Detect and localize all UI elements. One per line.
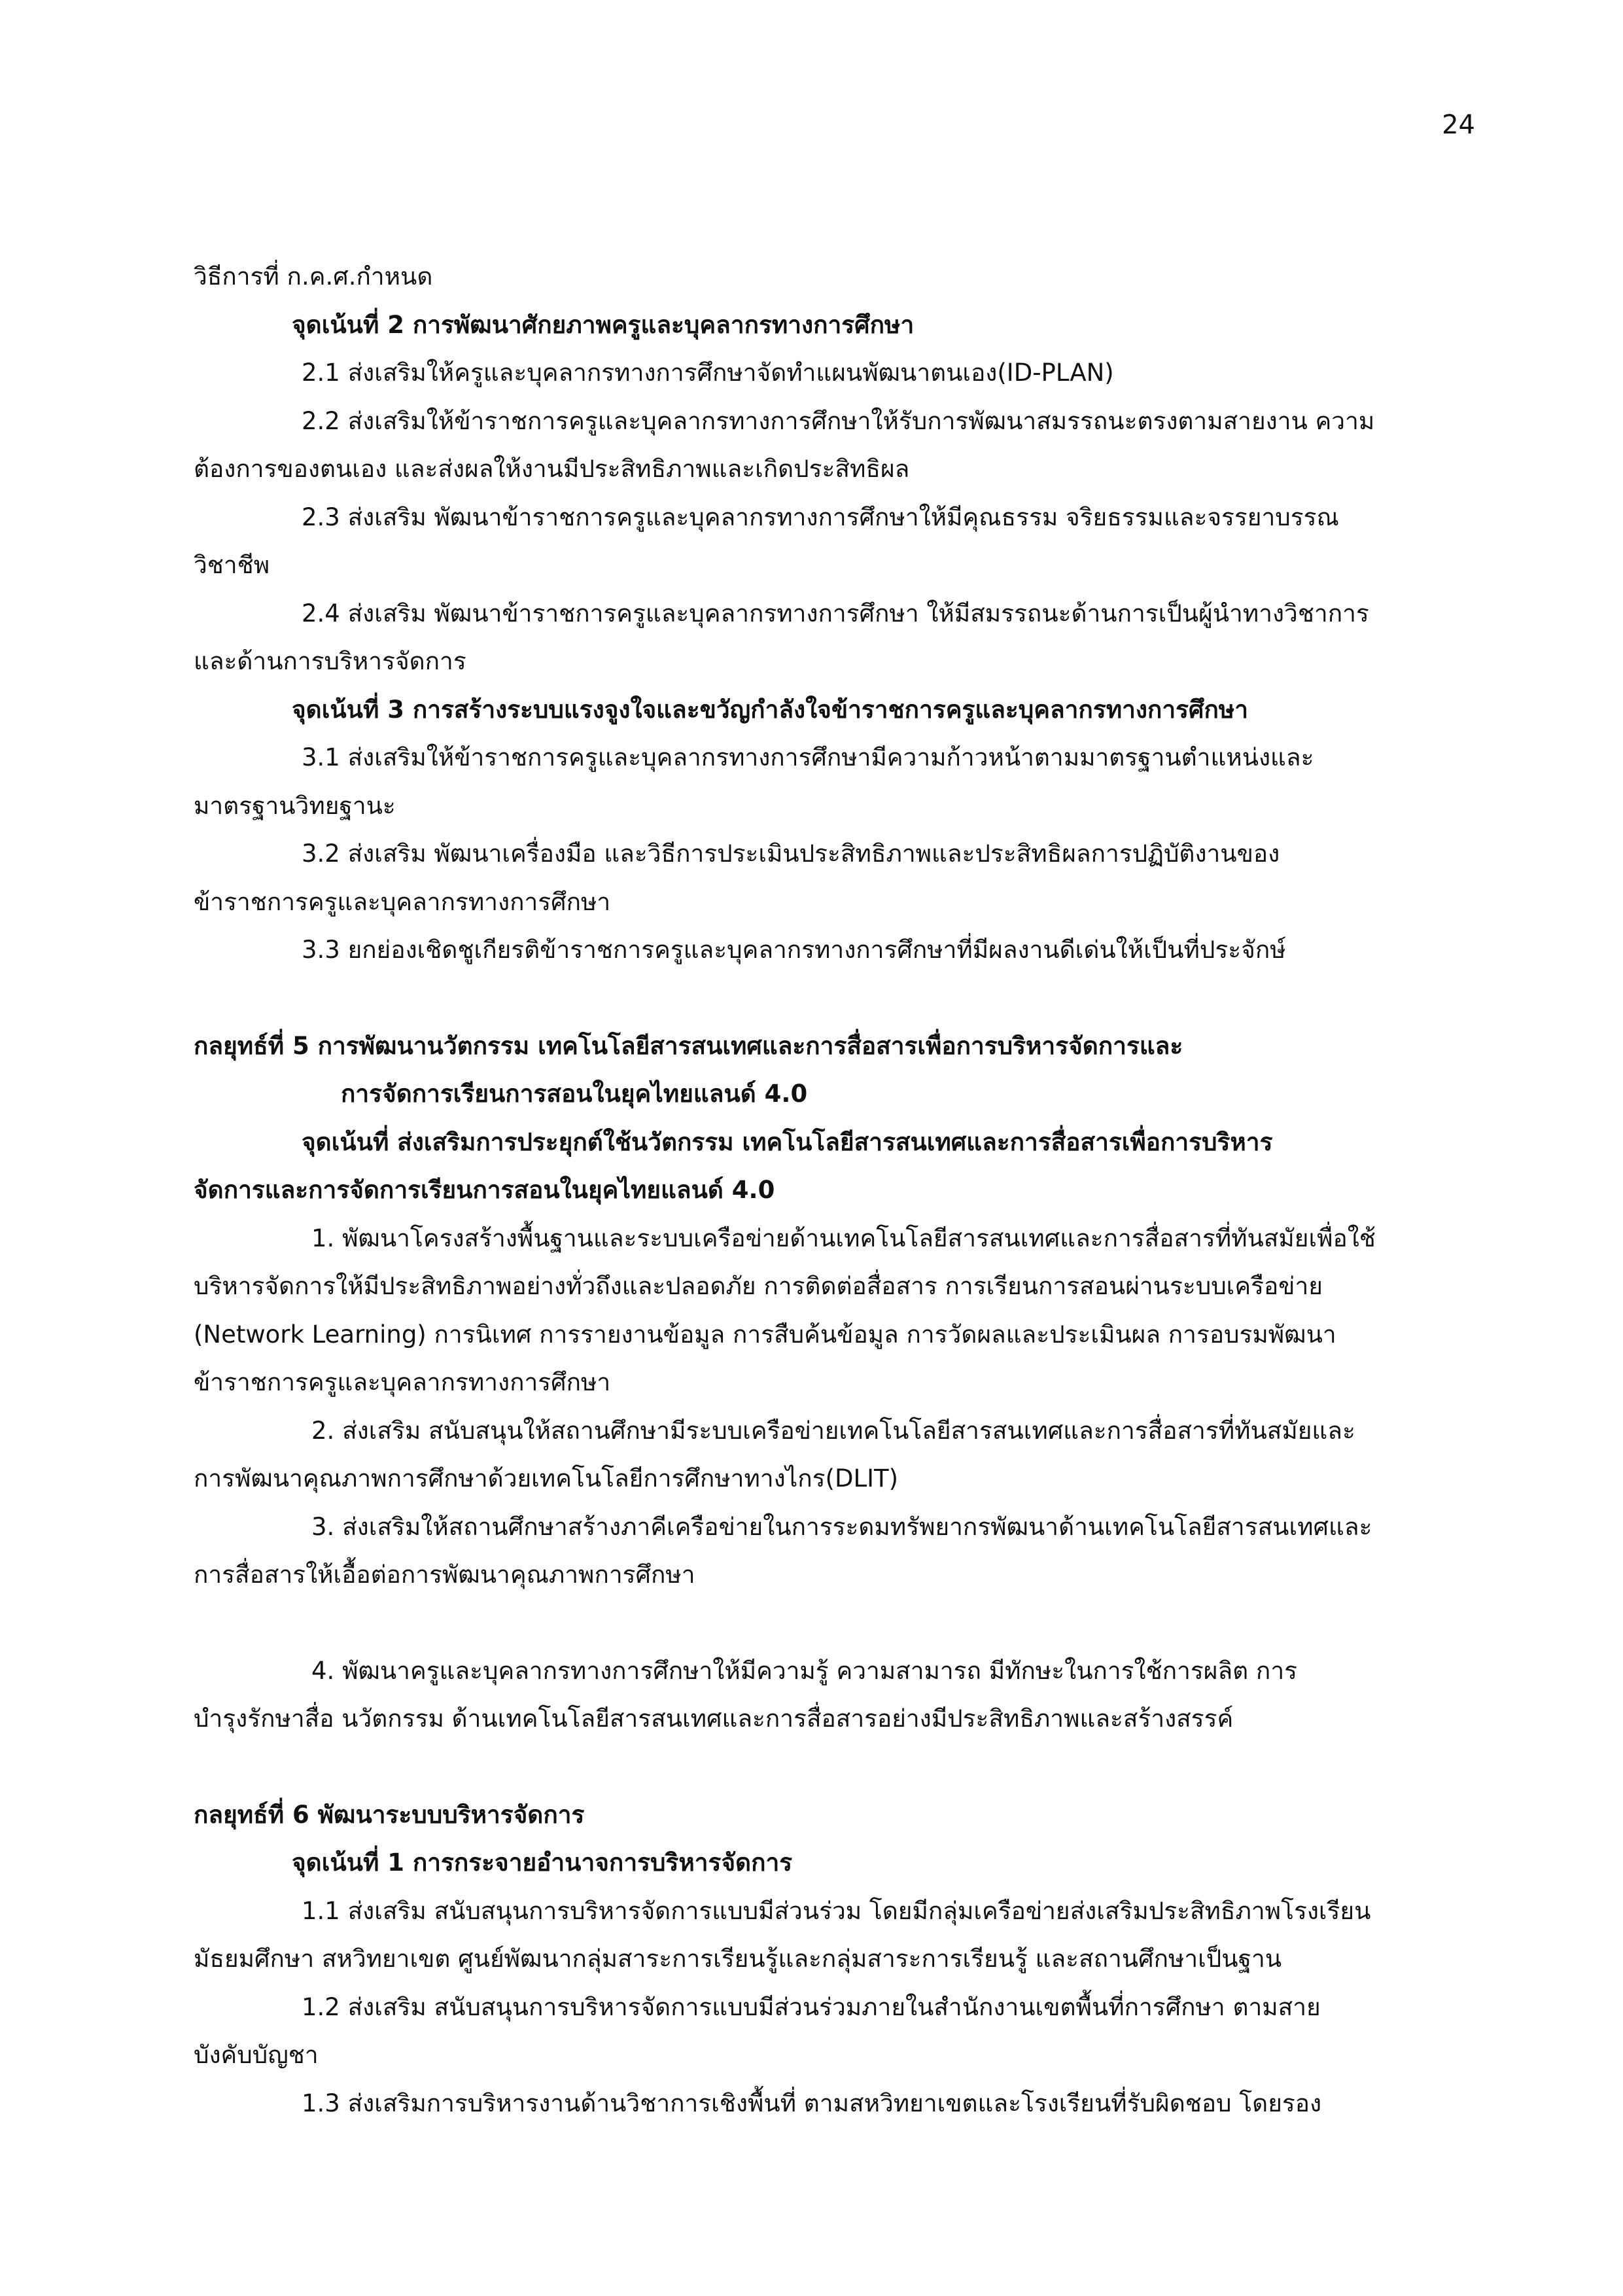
spacer [194, 1599, 1469, 1647]
focus-heading: จุดเน้นที่ ส่งเสริมการประยุกต์ใช้นวัตกรรม เทคโนโลยีสารสนเทศและการสื่อสารเพื่อการบริหาร [302, 1127, 1273, 1156]
text-line: บำรุงรักษาสื่อ นวัตกรรม ด้านเทคโนโลยีสารสนเทศและการสื่อสารอย่างมีประสิทธิภาพและสร้างสรรค์ [194, 1704, 1234, 1733]
text-line: 2.1 ส่งเสริมให้ครูและบุคลากรทางการศึกษาจัดทำแผนพัฒนาตนเอง(ID-PLAN) [302, 359, 1114, 387]
text-line: 2.2 ส่งเสริมให้ข้าราชการครูและบุคลากรทางการศึกษาให้รับการพัฒนาสมรรถนะตรงตามสายงาน ความ [302, 406, 1375, 435]
text-line: บังคับบัญชา [194, 2041, 319, 2069]
text-line: วิชาชีพ [194, 551, 270, 579]
text-line: และด้านการบริหารจัดการ [194, 647, 466, 675]
text-line: 1.3 ส่งเสริมการบริหารงานด้านวิชาการเชิงพื้นที่ ตามสหวิทยาเขตและโรงเรียนที่รับผิดชอบ โดยรอง [302, 2089, 1322, 2117]
text-line: การพัฒนาคุณภาพการศึกษาด้วยเทคโนโลยีการศึกษาทางไกร(DLIT) [194, 1464, 899, 1492]
text-line: ข้าราชการครูและบุคลากรทางการศึกษา [194, 1368, 611, 1396]
strategy-heading: กลยุทธ์ที่ 6 พัฒนาระบบบริหารจัดการ [194, 1800, 585, 1829]
text-line: 3.1 ส่งเสริมให้ข้าราชการครูและบุคลากรทางการศึกษามีความก้าวหน้าตามมาตรฐานตำแหน่งและ [302, 743, 1314, 771]
text-line: (Network Learning) การนิเทศ การรายงานข้อมูล การสืบค้นข้อมูล การวัดผลและประเมินผล การอบรมพัฒนา [194, 1320, 1336, 1349]
text-line: 3. ส่งเสริมให้สถานศึกษาสร้างภาคีเครือข่ายในการระดมทรัพยากรพัฒนาด้านเทคโนโลยีสารสนเทศและ [311, 1512, 1372, 1541]
text-line: 4. พัฒนาครูและบุคลากรทางการศึกษาให้มีความรู้ ความสามารถ มีทักษะในการใช้การผลิต การ [311, 1656, 1297, 1685]
text-line: 1. พัฒนาโครงสร้างพื้นฐานและระบบเครือข่ายด้านเทคโนโลยีสารสนเทศและการสื่อสารที่ทันสมัยเพื่อใช้ [311, 1224, 1376, 1252]
text-line: 2.4 ส่งเสริม พัฒนาข้าราชการครูและบุคลากรทางการศึกษา ให้มีสมรรถนะด้านการเป็นผู้นำทางวิชาการ [302, 599, 1369, 627]
focus-heading: จุดเน้นที่ 1 การกระจายอำนาจการบริหารจัดการ [292, 1848, 793, 1877]
text-line: มัธยมศึกษา สหวิทยาเขต ศูนย์พัฒนากลุ่มสาระการเรียนรู้และกลุ่มสาระการเรียนรู้ และสถานศึกษาเป็นฐาน [194, 1945, 1282, 1973]
document-body [194, 253, 1469, 2127]
strategy-heading-cont: การจัดการเรียนการสอนในยุคไทยแลนด์ 4.0 [341, 1080, 808, 1108]
text-line: 3.2 ส่งเสริม พัฒนาเครื่องมือ และวิธีการประเมินประสิทธิภาพและประสิทธิผลการปฏิบัติงานของ [302, 839, 1280, 868]
text-line: 1.1 ส่งเสริม สนับสนุนการบริหารจัดการแบบมีส่วนร่วม โดยมีกลุ่มเครือข่ายส่งเสริมประสิทธิภาพโรงเรียน [302, 1896, 1371, 1925]
text-line: 1.2 ส่งเสริม สนับสนุนการบริหารจัดการแบบมีส่วนร่วมภายในสำนักงานเขตพื้นที่การศึกษา ตามสาย [302, 1992, 1321, 2021]
page-number: 24 [1442, 110, 1475, 140]
text-line: การสื่อสารให้เอื้อต่อการพัฒนาคุณภาพการศึกษา [194, 1561, 695, 1589]
text-line: บริหารจัดการให้มีประสิทธิภาพอย่างทั่วถึงและปลอดภัย การติดต่อสื่อสาร การเรียนการสอนผ่านระบบเครือข่าย [194, 1272, 1323, 1300]
text-line: 2. ส่งเสริม สนับสนุนให้สถานศึกษามีระบบเครือข่ายเทคโนโลยีสารสนเทศและการสื่อสารที่ทันสมัยและ [311, 1416, 1355, 1445]
strategy-heading: กลยุทธ์ที่ 5 การพัฒนานวัตกรรม เทคโนโลยีสารสนเทศและการสื่อสารเพื่อการบริหารจัดการและ [194, 1031, 1183, 1060]
text-line: มาตรฐานวิทยฐานะ [194, 791, 396, 820]
text-line: ต้องการของตนเอง และส่งผลให้งานมีประสิทธิภาพและเกิดประสิทธิผล [194, 455, 910, 483]
text-line: วิธีการที่ ก.ค.ศ.กำหนด [194, 262, 433, 291]
text-line: 2.3 ส่งเสริม พัฒนาข้าราชการครูและบุคลากรทางการศึกษาให้มีคุณธรรม จริยธรรมและจรรยาบรรณ [302, 503, 1339, 531]
text-line: 3.3 ยกย่องเชิดชูเกียรติข้าราชการครูและบุคลากรทางการศึกษาที่มีผลงานดีเด่นให้เป็นที่ประจักษ์ [302, 936, 1286, 964]
spacer [194, 974, 1469, 1022]
focus-heading-cont: จัดการและการจัดการเรียนการสอนในยุคไทยแลนด์ 4.0 [194, 1176, 775, 1204]
text-line: ข้าราชการครูและบุคลากรทางการศึกษา [194, 887, 611, 916]
focus-heading: จุดเน้นที่ 2 การพัฒนาศักยภาพครูและบุคลากรทางการศึกษา [292, 310, 915, 339]
focus-heading: จุดเน้นที่ 3 การสร้างระบบแรงจูงใจและขวัญกำลังใจข้าราชการครูและบุคลากรทางการศึกษา [292, 695, 1249, 724]
spacer [194, 1743, 1469, 1791]
